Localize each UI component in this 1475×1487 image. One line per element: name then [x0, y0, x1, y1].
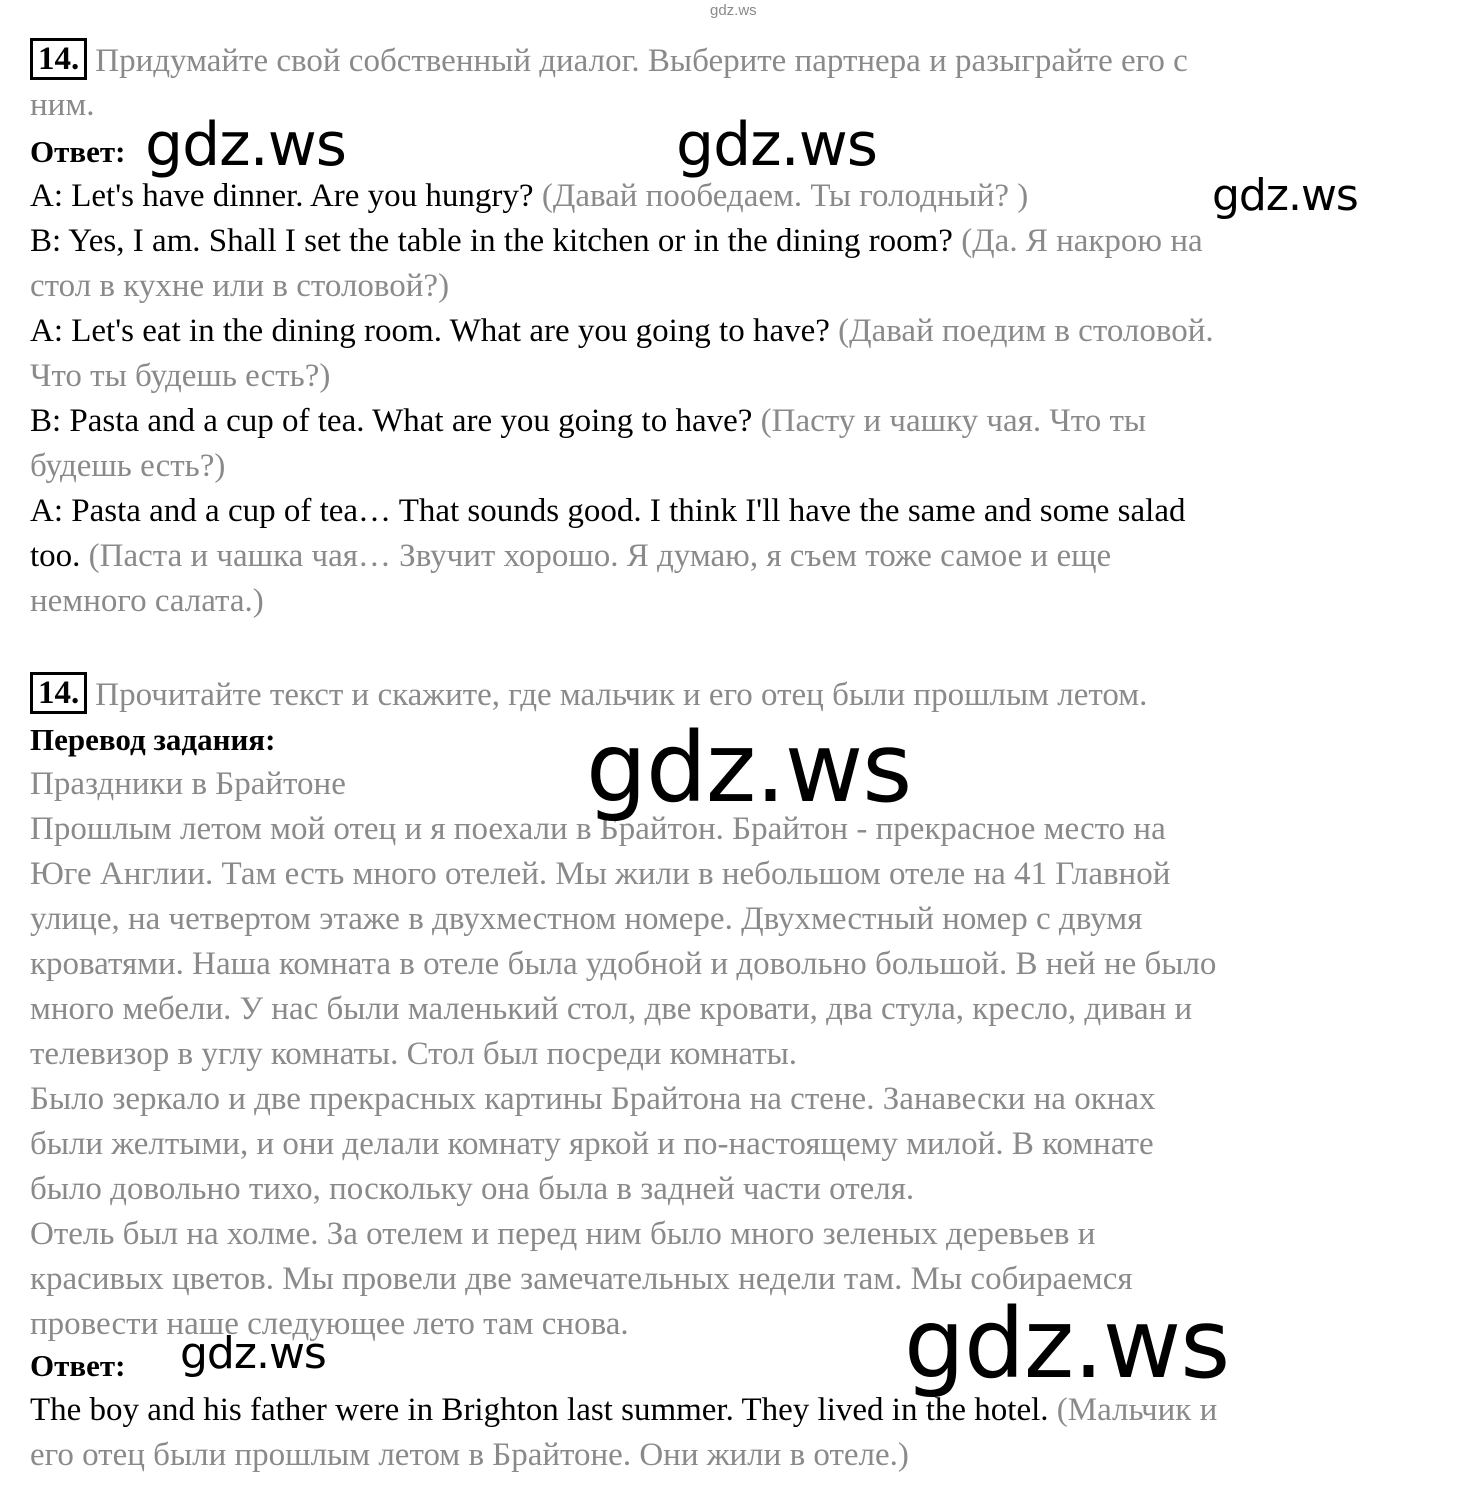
task2-text — [30, 762, 1445, 1347]
text-line: было довольно тихо, поскольку она была в задней части отеля. — [30, 1171, 915, 1207]
watermark: gdz.ws — [904, 1288, 1230, 1400]
watermark: gdz.ws — [676, 110, 878, 180]
task1-number: 14. — [30, 38, 87, 80]
task2-answer — [30, 1388, 1445, 1478]
text-line: были желтыми, и они делали комнату яркой и по-настоящему милой. В комнате — [30, 1126, 1154, 1162]
dialogue-line: too. (Паста и чашка чая… Звучит хорошо. Я думаю, я съем тоже самое и еще — [30, 538, 1112, 574]
task2-title: Прочитайте текст и скажите, где мальчик и его отец были прошлым летом. — [95, 677, 1148, 713]
task1-answer-label: Ответ: — [30, 134, 126, 169]
task1-title-line1: Придумайте свой собственный диалог. Выберите партнера и разыграйте его с — [95, 43, 1188, 79]
text-line: Прошлым летом мой отец и я поехали в Брайтон. Брайтон - прекрасное место на — [30, 811, 1166, 847]
text-line: Юге Англии. Там есть много отелей. Мы жили в небольшом отеле на 41 Главной — [30, 856, 1171, 892]
dialogue-line: Что ты будешь есть?) — [30, 358, 331, 394]
text-line: красивых цветов. Мы провели две замечательных недели там. Мы собираемся — [30, 1261, 1133, 1297]
text-line: Праздники в Брайтоне — [30, 766, 346, 802]
text-line: улице, на четвертом этаже в двухместном номере. Двухместный номер с двумя — [30, 901, 1143, 937]
text-line: провести наше следующее лето там снова. — [30, 1306, 629, 1342]
dialogue-line: A: Let's have dinner. Are you hungry? (Давай пообедаем. Ты голодный? ) — [30, 178, 1029, 214]
answer-line: его отец были прошлым летом в Брайтоне. Они жили в отеле.) — [30, 1437, 909, 1473]
text-line: Отель был на холме. За отелем и перед ним было много зеленых деревьев и — [30, 1216, 1096, 1252]
top-watermark: gdz.ws — [710, 2, 757, 19]
watermark: gdz.ws — [180, 1328, 326, 1379]
text-line: Было зеркало и две прекрасных картины Брайтона на стене. Занавески на окнах — [30, 1081, 1156, 1117]
dialogue-line: B: Pasta and a cup of tea. What are you going to have? (Пасту и чашку чая. Что ты — [30, 403, 1147, 439]
dialogue-line: A: Pasta and a cup of tea… That sounds good. I think I'll have the same and some salad — [30, 493, 1186, 529]
watermark: gdz.ws — [1212, 170, 1358, 221]
dialogue-line: B: Yes, I am. Shall I set the table in the kitchen or in the dining room? (Да. Я накрою на — [30, 223, 1203, 259]
text-line: телевизор в углу комнаты. Стол был посреди комнаты. — [30, 1036, 798, 1072]
dialogue-line: A: Let's eat in the dining room. What are you going to have? (Давай поедим в столовой. — [30, 313, 1214, 349]
task2-heading — [30, 672, 1440, 717]
watermark: gdz.ws — [145, 110, 347, 180]
text-line: много мебели. У нас были маленький стол, две кровати, два стула, кресло, диван и — [30, 991, 1193, 1027]
answer-line: The boy and his father were in Brighton last summer. They lived in the hotel. (Мальчик и — [30, 1392, 1218, 1428]
dialogue-line: немного салата.) — [30, 583, 264, 619]
dialogue-line: будешь есть?) — [30, 448, 226, 484]
watermark: gdz.ws — [586, 712, 912, 824]
task1-title-line2: ним. — [30, 87, 95, 123]
task2-number: 14. — [30, 672, 87, 714]
dialogue-line: стол в кухне или в столовой?) — [30, 268, 450, 304]
text-line: кроватями. Наша комната в отеле была удобной и довольно большой. В ней не было — [30, 946, 1217, 982]
task1-dialogue — [30, 174, 1445, 624]
translation-label: Перевод задания: — [30, 722, 276, 757]
task2-answer-label: Ответ: — [30, 1348, 126, 1383]
